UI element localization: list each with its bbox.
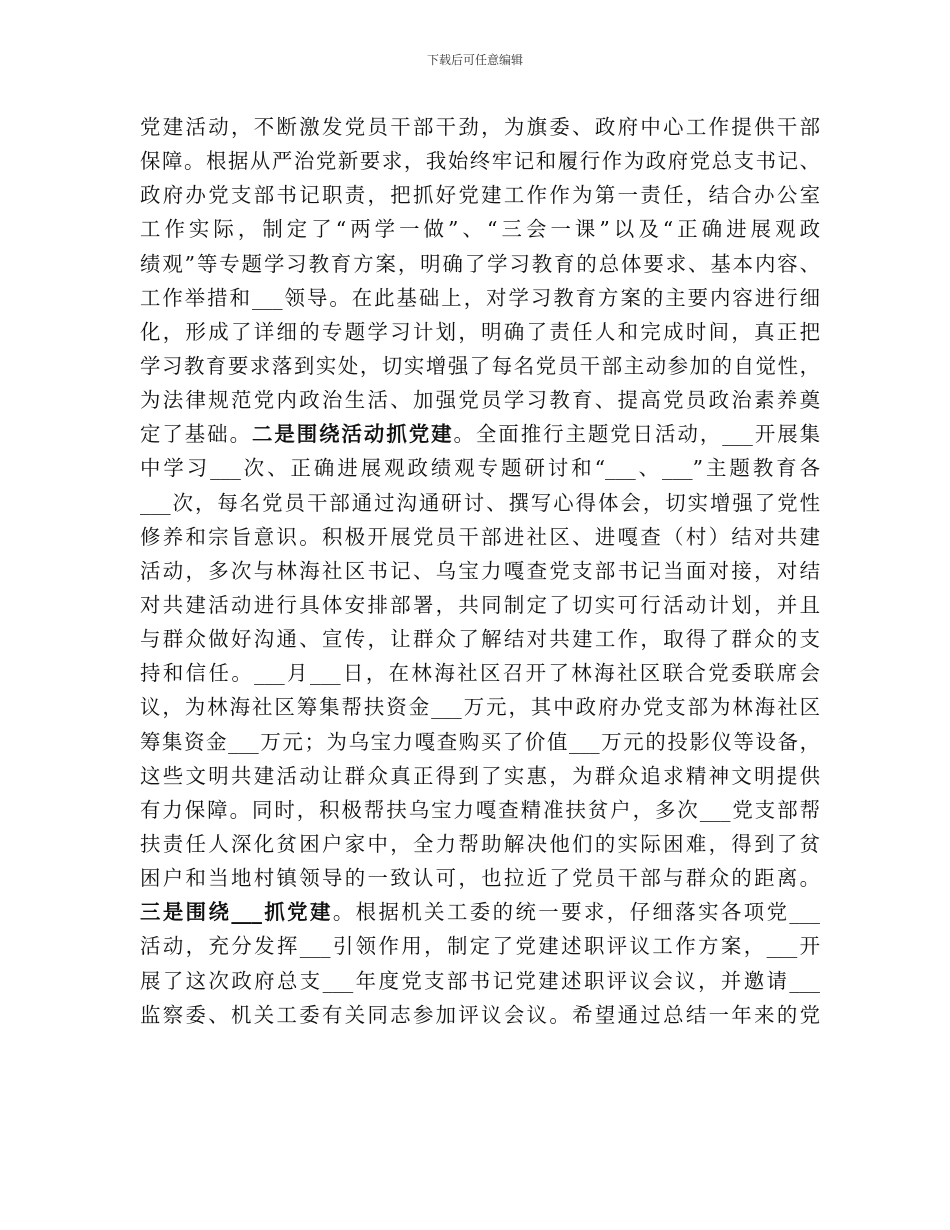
text-line bbox=[140, 964, 820, 998]
text-line bbox=[140, 144, 820, 178]
text-line bbox=[140, 383, 820, 417]
text-line bbox=[140, 349, 820, 383]
text-line bbox=[140, 929, 820, 963]
text-segment: 工作举措和___领导。在此基础上，对学习教育方案的主要内容进行细 bbox=[140, 285, 820, 310]
text-line bbox=[140, 861, 820, 895]
text-line bbox=[140, 690, 820, 724]
text-segment: 筹集资金___万元；为乌宝力嘎查购买了价值___万元的投影仪等设备， bbox=[140, 729, 820, 754]
section-heading: 三是围绕___抓党建 bbox=[140, 900, 333, 925]
text-line bbox=[140, 247, 820, 281]
text-line bbox=[140, 110, 820, 144]
text-line bbox=[140, 451, 820, 485]
text-line bbox=[140, 520, 820, 554]
text-segment: 与群众做好沟通、宣传，让群众了解结对共建工作，取得了群众的支 bbox=[140, 627, 820, 652]
text-line bbox=[140, 178, 820, 212]
text-segment: 工作实际，制定了“两学一做”、“三会一课”以及“正确进展观政 bbox=[140, 217, 820, 242]
text-segment: 修养和宗旨意识。积极开展党员干部进社区、进嘎查（村）结对共建 bbox=[140, 524, 820, 549]
text-segment: 活动，多次与林海社区书记、乌宝力嘎查党支部书记当面对接，对结 bbox=[140, 558, 820, 583]
text-segment: 议，为林海社区筹集帮扶资金___万元，其中政府办党支部为林海社区 bbox=[140, 695, 820, 720]
text-segment: 党建活动，不断激发党员干部干劲，为旗委、政府中心工作提供干部 bbox=[140, 115, 820, 139]
text-line bbox=[140, 588, 820, 622]
document-body bbox=[140, 110, 820, 1032]
text-segment: 展了这次政府总支___年度党支部书记党建述职评议会议，并邀请___ bbox=[140, 968, 820, 993]
text-line bbox=[140, 281, 820, 315]
text-line bbox=[140, 315, 820, 349]
text-line bbox=[140, 793, 820, 827]
text-line bbox=[140, 827, 820, 861]
text-line bbox=[140, 998, 820, 1032]
text-segment: 政府办党支部书记职责，把抓好党建工作作为第一责任，结合办公室 bbox=[140, 183, 820, 208]
text-segment: 保障。根据从严治党新要求，我始终牢记和履行作为政府党总支书记、 bbox=[140, 149, 820, 174]
text-segment: 这些文明共建活动让群众真正得到了实惠，为群众追求精神文明提供 bbox=[140, 763, 820, 788]
text-segment: 持和信任。___月___日，在林海社区召开了林海社区联合党委联席会 bbox=[140, 661, 820, 686]
text-line bbox=[140, 554, 820, 588]
page-header: 下载后可任意编辑 bbox=[426, 53, 523, 67]
text-line bbox=[140, 622, 820, 656]
section-heading: 二是围绕活动抓党建 bbox=[251, 422, 454, 447]
text-line bbox=[140, 212, 820, 246]
text-segment: 为法律规范党内政治生活、加强党员学习教育、提高党员政治素养奠 bbox=[140, 388, 820, 413]
text-segment: 学习教育要求落到实处，切实增强了每名党员干部主动参加的自觉性， bbox=[140, 353, 820, 378]
text-line bbox=[140, 895, 820, 929]
text-line bbox=[140, 759, 820, 793]
text-segment: 有力保障。同时，积极帮扶乌宝力嘎查精准扶贫户，多次___党支部帮 bbox=[140, 797, 820, 822]
text-segment: 。全面推行主题党日活动，___开展集 bbox=[453, 422, 820, 447]
text-line bbox=[140, 656, 820, 690]
text-line bbox=[140, 486, 820, 520]
text-segment: 。根据机关工委的统一要求，仔细落实各项党___ bbox=[332, 900, 820, 925]
text-segment: 活动，充分发挥___引领作用，制定了党建述职评议工作方案，___开 bbox=[140, 934, 820, 959]
text-segment: ___次，每名党员干部通过沟通研讨、撰写心得体会，切实增强了党性 bbox=[140, 490, 820, 515]
text-segment: 化，形成了详细的专题学习计划，明确了责任人和完成时间，真正把 bbox=[140, 319, 820, 344]
text-line bbox=[140, 417, 820, 451]
text-segment: 定了基础。 bbox=[140, 422, 252, 447]
text-segment: 中学习___次、正确进展观政绩观专题研讨和“___、___”主题教育各 bbox=[140, 456, 820, 481]
text-segment: 绩观”等专题学习教育方案，明确了学习教育的总体要求、基本内容、 bbox=[140, 251, 820, 276]
text-segment: 对共建活动进行具体安排部署，共同制定了切实可行活动计划，并且 bbox=[140, 592, 820, 617]
text-segment: 困户和当地村镇领导的一致认可，也拉近了党员干部与群众的距离。 bbox=[140, 866, 820, 891]
text-segment: 监察委、机关工委有关同志参加评议会议。希望通过总结一年来的党 bbox=[140, 1002, 820, 1027]
text-segment: 扶责任人深化贫困户家中，全力帮助解决他们的实际困难，得到了贫 bbox=[140, 831, 820, 856]
text-line bbox=[140, 725, 820, 759]
